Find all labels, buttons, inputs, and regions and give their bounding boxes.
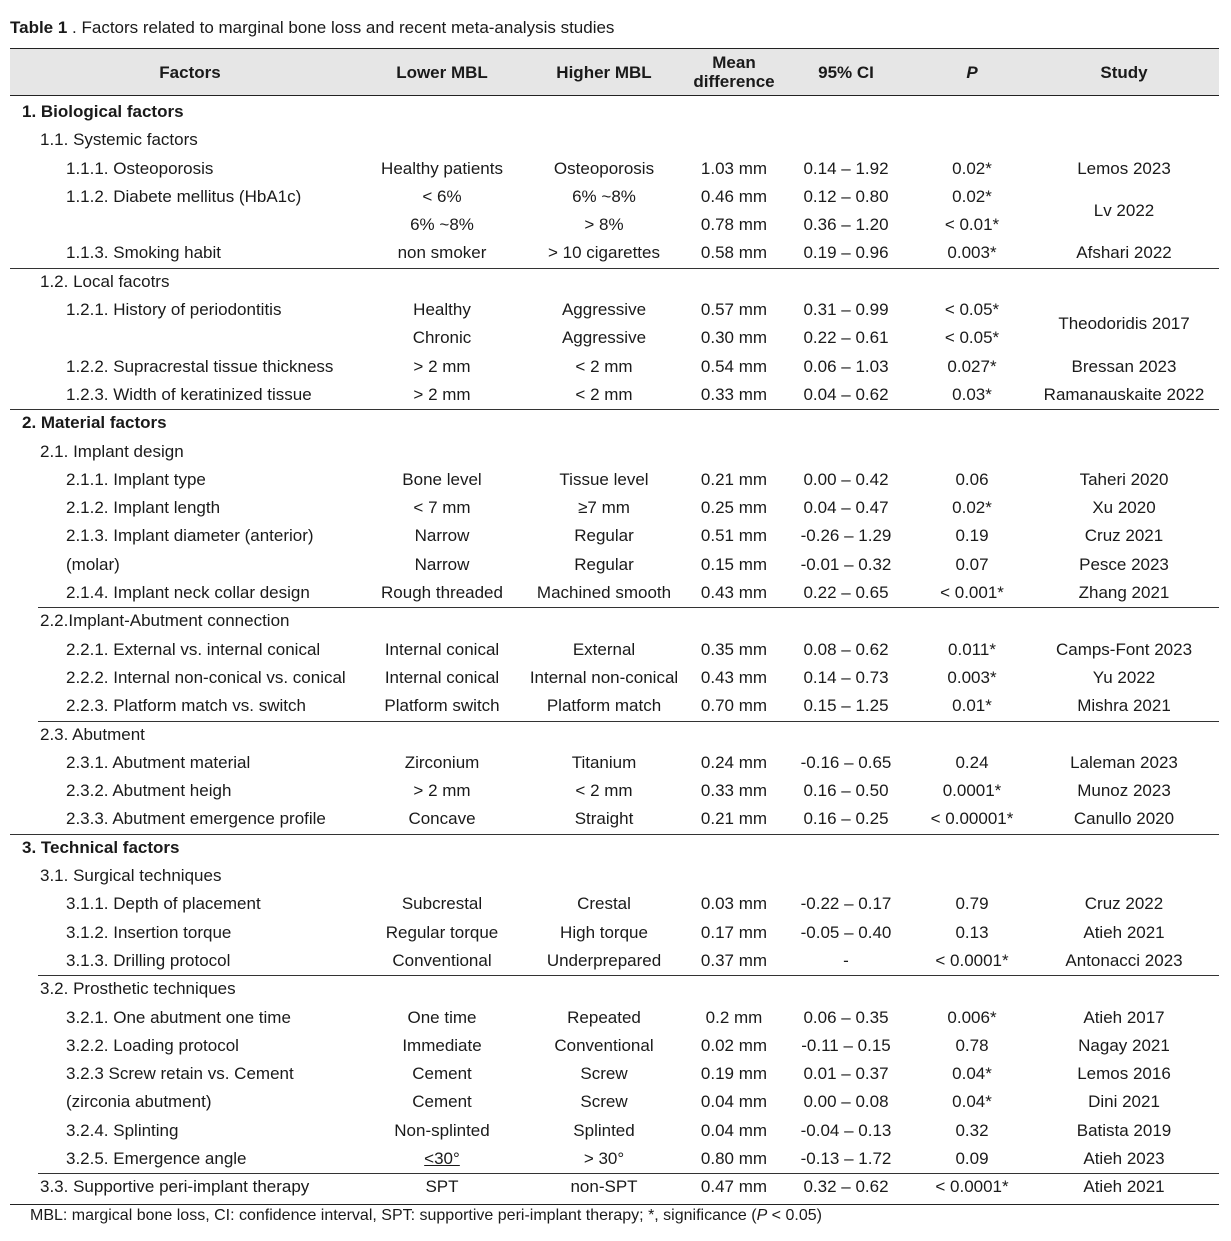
header-mean-line1: Mean	[712, 53, 756, 72]
lower-cell: Concave	[408, 809, 476, 829]
study-cell: Batista 2019	[1076, 1120, 1172, 1140]
factor-cell: 3.1.1. Depth of placement	[66, 894, 261, 914]
higher-cell: Aggressive	[561, 300, 647, 320]
table-row	[0, 636, 1231, 664]
higher-cell: High torque	[560, 922, 648, 942]
table-row	[0, 381, 1231, 409]
footnote-p: P	[756, 1207, 768, 1224]
study-cell: Cruz 2022	[1084, 894, 1164, 914]
higher-cell: Regular	[574, 554, 634, 574]
header-study: Study	[1100, 62, 1148, 82]
factor-cell: 2.3.2. Abutment heigh	[66, 781, 232, 801]
study-cell: Antonacci 2023	[1065, 950, 1183, 970]
higher-cell: < 2 mm	[575, 356, 633, 376]
factor-cell: 2.1.2. Implant length	[66, 498, 221, 518]
p-cell: 0.006*	[947, 1007, 997, 1027]
ci-cell: 0.14 – 0.73	[803, 667, 889, 687]
ci-cell: 0.14 – 1.92	[803, 158, 889, 178]
higher-cell: Titanium	[571, 752, 637, 772]
lower-cell: Internal conical	[384, 667, 500, 687]
header-lower-mbl: Lower MBL	[396, 62, 488, 82]
mean-cell: 0.19 mm	[700, 1064, 768, 1084]
table-row	[0, 324, 1231, 352]
mean-cell: 1.03 mm	[700, 158, 768, 178]
header-higher-mbl: Higher MBL	[556, 62, 652, 82]
study-cell: Camps-Font 2023	[1055, 639, 1193, 659]
higher-cell: Platform match	[546, 696, 662, 716]
p-cell: 0.003*	[947, 243, 997, 263]
p-cell: 0.003*	[947, 667, 997, 687]
p-cell: 0.79	[955, 894, 989, 914]
mean-cell: 0.30 mm	[700, 328, 768, 348]
study-cell: Laleman 2023	[1070, 752, 1178, 772]
higher-cell: Tissue level	[559, 469, 649, 489]
table-row	[0, 579, 1231, 607]
table-row	[0, 805, 1231, 833]
caption-label: Table 1	[10, 18, 68, 37]
study-cell: Xu 2020	[1092, 498, 1156, 518]
ci-cell: -	[843, 950, 849, 970]
table-row	[0, 1088, 1231, 1116]
p-cell: 0.027*	[947, 356, 997, 376]
lower-cell: Healthy	[413, 300, 471, 320]
p-cell: 0.011*	[948, 639, 996, 659]
mean-cell: 0.58 mm	[700, 243, 768, 263]
table-row	[0, 409, 1231, 437]
lower-cell: non smoker	[397, 243, 487, 263]
higher-cell: > 30°	[583, 1148, 625, 1168]
factor-cell: 1. Biological factors	[22, 102, 184, 121]
mean-cell: 0.24 mm	[700, 752, 768, 772]
higher-cell: 6% ~8%	[572, 186, 636, 206]
mean-cell: 0.47 mm	[700, 1177, 768, 1197]
higher-cell: < 2 mm	[575, 781, 633, 801]
mean-cell: 0.43 mm	[700, 667, 768, 687]
table-row	[0, 607, 1231, 635]
table-row	[0, 919, 1231, 947]
table-row	[0, 353, 1231, 381]
higher-cell: > 8%	[584, 215, 624, 235]
ci-cell: -0.01 – 0.32	[800, 554, 892, 574]
study-cell: Munoz 2023	[1077, 781, 1171, 801]
lower-cell: > 2 mm	[413, 384, 471, 404]
study-cell: Ramanauskaite 2022	[1043, 384, 1205, 404]
factor-cell: 2.1.3. Implant diameter (anterior)	[66, 526, 314, 546]
factor-cell: 1.2. Local facotrs	[40, 271, 170, 291]
factor-cell: 3.2.4. Splinting	[66, 1120, 179, 1140]
factor-cell: 3.2. Prosthetic techniques	[40, 979, 236, 999]
higher-cell: Machined smooth	[536, 583, 672, 603]
header-factors: Factors	[159, 62, 221, 82]
higher-cell: Screw	[580, 1064, 628, 1084]
mean-cell: 0.46 mm	[700, 186, 768, 206]
study-cell: Canullo 2020	[1073, 809, 1175, 829]
p-cell: < 0.05*	[944, 328, 1000, 348]
table-row	[0, 183, 1231, 211]
table-caption	[10, 16, 614, 40]
higher-cell: > 10 cigarettes	[548, 243, 660, 263]
ci-cell: 0.22 – 0.65	[803, 583, 889, 603]
factor-cell: 3.2.2. Loading protocol	[66, 1035, 239, 1055]
lower-cell: Healthy patients	[381, 158, 503, 178]
factor-cell: 2.3. Abutment	[40, 724, 145, 744]
factor-cell: 1.2.3. Width of keratinized tissue	[66, 384, 312, 404]
factor-cell: 3.2.5. Emergence angle	[66, 1148, 247, 1168]
p-cell: 0.02*	[952, 498, 992, 518]
study-cell: Dini 2021	[1088, 1092, 1160, 1112]
table-row	[0, 438, 1231, 466]
study-cell: Atieh 2023	[1083, 1148, 1165, 1168]
higher-cell: Crestal	[577, 894, 631, 914]
factor-cell: 2.3.3. Abutment emergence profile	[66, 809, 326, 829]
header-mean-difference	[693, 49, 774, 95]
lower-cell: Non-splinted	[394, 1120, 490, 1140]
lower-cell: Conventional	[392, 950, 492, 970]
table-row	[0, 494, 1231, 522]
factor-cell: 1.1. Systemic factors	[40, 130, 198, 150]
mean-cell: 0.04 mm	[700, 1092, 768, 1112]
lower-cell: Narrow	[414, 554, 470, 574]
factor-cell: 1.1.2. Diabete mellitus (HbA1c)	[66, 186, 302, 206]
p-cell: 0.03*	[952, 384, 992, 404]
factor-cell: 1.1.1. Osteoporosis	[66, 158, 214, 178]
factor-cell: 1.1.3. Smoking habit	[66, 243, 221, 263]
mean-cell: 0.78 mm	[700, 215, 768, 235]
lower-cell: Subcrestal	[401, 894, 483, 914]
mean-cell: 0.35 mm	[700, 639, 768, 659]
study-cell: Mishra 2021	[1077, 696, 1171, 716]
header-mean-line2: difference	[693, 72, 775, 91]
table-row	[0, 551, 1231, 579]
p-cell: < 0.01*	[944, 215, 1000, 235]
footnote-tail: < 0.05)	[767, 1207, 822, 1224]
ci-cell: -0.04 – 0.13	[800, 1120, 892, 1140]
table-row	[0, 777, 1231, 805]
higher-cell: Straight	[574, 809, 634, 829]
table-row	[0, 1032, 1231, 1060]
higher-cell: Aggressive	[561, 328, 647, 348]
higher-cell: Internal non-conical	[529, 667, 679, 687]
p-cell: 0.24	[955, 752, 989, 772]
table-row	[0, 975, 1231, 1003]
lower-cell: Rough threaded	[381, 583, 503, 603]
study-cell: Bressan 2023	[1071, 356, 1177, 376]
p-cell: 0.04*	[952, 1064, 992, 1084]
higher-cell: Regular	[574, 526, 634, 546]
factor-cell: 2.1.1. Implant type	[66, 469, 206, 489]
lower-cell: SPT	[425, 1177, 459, 1197]
higher-cell: Osteoporosis	[553, 158, 655, 178]
factor-cell: 1.2.1. History of periodontitis	[66, 300, 282, 320]
factor-cell: 3.1. Surgical techniques	[40, 866, 222, 886]
p-cell: 0.09	[955, 1148, 989, 1168]
p-cell: 0.78	[955, 1035, 989, 1055]
study-merged-cell: Lv 2022	[1093, 200, 1155, 220]
ci-cell: 0.19 – 0.96	[803, 243, 889, 263]
factor-cell: 2.3.1. Abutment material	[66, 752, 251, 772]
table-row	[0, 211, 1231, 239]
ci-cell: -0.11 – 0.15	[801, 1035, 891, 1055]
p-cell: < 0.05*	[944, 300, 1000, 320]
ci-cell: -0.26 – 1.29	[800, 526, 892, 546]
higher-cell: External	[572, 639, 636, 659]
mean-cell: 0.80 mm	[700, 1148, 768, 1168]
mean-cell: 0.33 mm	[700, 781, 768, 801]
p-cell: 0.02*	[952, 186, 992, 206]
table-row	[0, 749, 1231, 777]
table-row	[0, 834, 1231, 862]
p-cell: 0.13	[955, 922, 989, 942]
mean-cell: 0.04 mm	[700, 1120, 768, 1140]
ci-cell: 0.04 – 0.47	[803, 498, 889, 518]
factor-cell: 2.2.Implant-Abutment connection	[40, 611, 290, 631]
study-cell: Lemos 2016	[1077, 1064, 1171, 1084]
higher-cell: Underprepared	[546, 950, 662, 970]
p-cell: 0.32	[955, 1120, 989, 1140]
mean-cell: 0.54 mm	[700, 356, 768, 376]
factor-cell: 2.1. Implant design	[40, 441, 184, 461]
study-cell: Nagay 2021	[1078, 1035, 1170, 1055]
ci-cell: 0.06 – 1.03	[803, 356, 889, 376]
ci-cell: 0.15 – 1.25	[803, 696, 889, 716]
p-cell: 0.06	[955, 469, 989, 489]
header-p: P	[966, 62, 978, 82]
mean-cell: 0.43 mm	[700, 583, 768, 603]
table-row	[0, 1004, 1231, 1032]
ci-cell: 0.00 – 0.08	[803, 1092, 889, 1112]
lower-cell: Cement	[412, 1092, 472, 1112]
lower-cell: Cement	[412, 1064, 472, 1084]
ci-cell: -0.05 – 0.40	[800, 922, 892, 942]
table-row	[0, 890, 1231, 918]
higher-cell: Conventional	[554, 1035, 654, 1055]
ci-cell: 0.01 – 0.37	[803, 1064, 889, 1084]
lower-cell: Internal conical	[384, 639, 500, 659]
factor-cell: (zirconia abutment)	[66, 1092, 212, 1112]
mean-cell: 0.17 mm	[700, 922, 768, 942]
table-row	[0, 721, 1231, 749]
lower-cell: 6% ~8%	[410, 215, 474, 235]
study-cell: Lemos 2023	[1077, 158, 1171, 178]
footnote-text: MBL: margical bone loss, CI: confidence interval, SPT: supportive peri-implant therapy; *, significance (	[30, 1207, 757, 1224]
table-row	[0, 268, 1231, 296]
table-header	[10, 48, 1219, 96]
mean-cell: 0.57 mm	[700, 300, 768, 320]
lower-cell: < 7 mm	[413, 498, 471, 518]
table-body	[0, 98, 1231, 1202]
factor-cell: 3.1.3. Drilling protocol	[66, 950, 231, 970]
higher-cell: Screw	[580, 1092, 628, 1112]
study-merged-cell: Theodoridis 2017	[1058, 314, 1190, 334]
lower-cell: > 2 mm	[413, 781, 471, 801]
table-row	[0, 296, 1231, 324]
table-row	[0, 692, 1231, 720]
table-row	[0, 155, 1231, 183]
mean-cell: 0.03 mm	[700, 894, 768, 914]
mean-cell: 0.37 mm	[700, 950, 768, 970]
table-row	[0, 1145, 1231, 1173]
factor-cell: (molar)	[66, 554, 120, 574]
table-row	[0, 239, 1231, 267]
p-cell: 0.0001*	[942, 781, 1002, 801]
mean-cell: 0.21 mm	[700, 469, 768, 489]
lower-cell: Narrow	[414, 526, 470, 546]
higher-cell: Repeated	[567, 1007, 641, 1027]
factor-cell: 2.1.4. Implant neck collar design	[66, 583, 310, 603]
table-row	[0, 1117, 1231, 1145]
p-cell: 0.02*	[952, 158, 992, 178]
study-cell: Atieh 2021	[1083, 922, 1165, 942]
p-cell: 0.01*	[952, 696, 992, 716]
p-cell: < 0.00001*	[930, 809, 1014, 829]
ci-cell: 0.22 – 0.61	[803, 328, 889, 348]
study-cell: Zhang 2021	[1078, 583, 1170, 603]
mean-cell: 0.2 mm	[705, 1007, 763, 1027]
ci-cell: 0.00 – 0.42	[803, 469, 889, 489]
table-row	[0, 947, 1231, 975]
header-ci: 95% CI	[818, 62, 874, 82]
mean-cell: 0.51 mm	[700, 526, 768, 546]
higher-cell: < 2 mm	[575, 384, 633, 404]
higher-cell: non-SPT	[570, 1177, 638, 1197]
factor-cell: 2.2.1. External vs. internal conical	[66, 639, 321, 659]
mean-cell: 0.02 mm	[700, 1035, 768, 1055]
p-cell: < 0.0001*	[935, 1177, 1009, 1197]
ci-cell: 0.12 – 0.80	[803, 186, 889, 206]
table-row	[0, 664, 1231, 692]
study-cell: Atieh 2017	[1083, 1007, 1165, 1027]
caption-text: . Factors related to marginal bone loss and recent meta-analysis studies	[67, 18, 615, 37]
table-row	[0, 862, 1231, 890]
lower-cell: > 2 mm	[413, 356, 471, 376]
ci-cell: 0.36 – 1.20	[803, 215, 889, 235]
factor-cell: 1.2.2. Supracrestal tissue thickness	[66, 356, 334, 376]
ci-cell: 0.32 – 0.62	[803, 1177, 889, 1197]
study-cell: Afshari 2022	[1076, 243, 1172, 263]
p-cell: 0.19	[955, 526, 989, 546]
factor-cell: 3.2.3 Screw retain vs. Cement	[66, 1064, 294, 1084]
ci-cell: 0.08 – 0.62	[803, 639, 889, 659]
lower-cell: Regular torque	[385, 922, 499, 942]
factor-cell: 3. Technical factors	[22, 837, 180, 857]
factor-cell: 3.3. Supportive peri-implant therapy	[40, 1177, 310, 1197]
lower-cell: Zirconium	[404, 752, 480, 772]
table-footnote	[30, 1204, 822, 1228]
lower-cell: Chronic	[412, 328, 472, 348]
study-cell: Taheri 2020	[1079, 469, 1169, 489]
factor-cell: 2.2.2. Internal non-conical vs. conical	[66, 667, 346, 687]
mean-cell: 0.70 mm	[700, 696, 768, 716]
ci-cell: 0.06 – 0.35	[803, 1007, 889, 1027]
lower-cell: Immediate	[402, 1035, 482, 1055]
factor-cell: 3.1.2. Insertion torque	[66, 922, 232, 942]
p-cell: < 0.0001*	[935, 950, 1009, 970]
study-cell: Cruz 2021	[1084, 526, 1164, 546]
mean-cell: 0.25 mm	[700, 498, 768, 518]
lower-cell: < 6%	[422, 186, 462, 206]
lower-cell: One time	[407, 1007, 477, 1027]
p-cell: < 0.001*	[940, 583, 1004, 603]
lower-cell: Bone level	[402, 469, 482, 489]
table-row	[0, 466, 1231, 494]
factor-cell: 2. Material factors	[22, 413, 167, 433]
ci-cell: -0.22 – 0.17	[800, 894, 892, 914]
ci-cell: 0.16 – 0.50	[803, 781, 889, 801]
p-cell: 0.07	[955, 554, 989, 574]
ci-cell: -0.16 – 0.65	[800, 752, 892, 772]
ci-cell: 0.31 – 0.99	[803, 300, 889, 320]
lower-cell: Platform switch	[384, 696, 500, 716]
factor-cell: 3.2.1. One abutment one time	[66, 1007, 291, 1027]
table-row	[0, 522, 1231, 550]
p-cell: 0.04*	[952, 1092, 992, 1112]
mean-cell: 0.21 mm	[700, 809, 768, 829]
table-row	[0, 126, 1231, 154]
study-cell: Atieh 2021	[1083, 1177, 1165, 1197]
mean-cell: 0.33 mm	[700, 384, 768, 404]
study-cell: Yu 2022	[1092, 667, 1156, 687]
lower-cell: <30°	[424, 1148, 460, 1168]
ci-cell: 0.16 – 0.25	[803, 809, 889, 829]
factor-cell: 2.2.3. Platform match vs. switch	[66, 696, 306, 716]
higher-cell: Splinted	[573, 1120, 635, 1140]
table-row	[0, 1173, 1231, 1201]
ci-cell: -0.13 – 1.72	[800, 1148, 892, 1168]
table-row	[0, 1060, 1231, 1088]
table-row	[0, 98, 1231, 126]
higher-cell: ≥7 mm	[578, 498, 630, 518]
study-cell: Pesce 2023	[1079, 554, 1169, 574]
ci-cell: 0.04 – 0.62	[803, 384, 889, 404]
mean-cell: 0.15 mm	[700, 554, 768, 574]
